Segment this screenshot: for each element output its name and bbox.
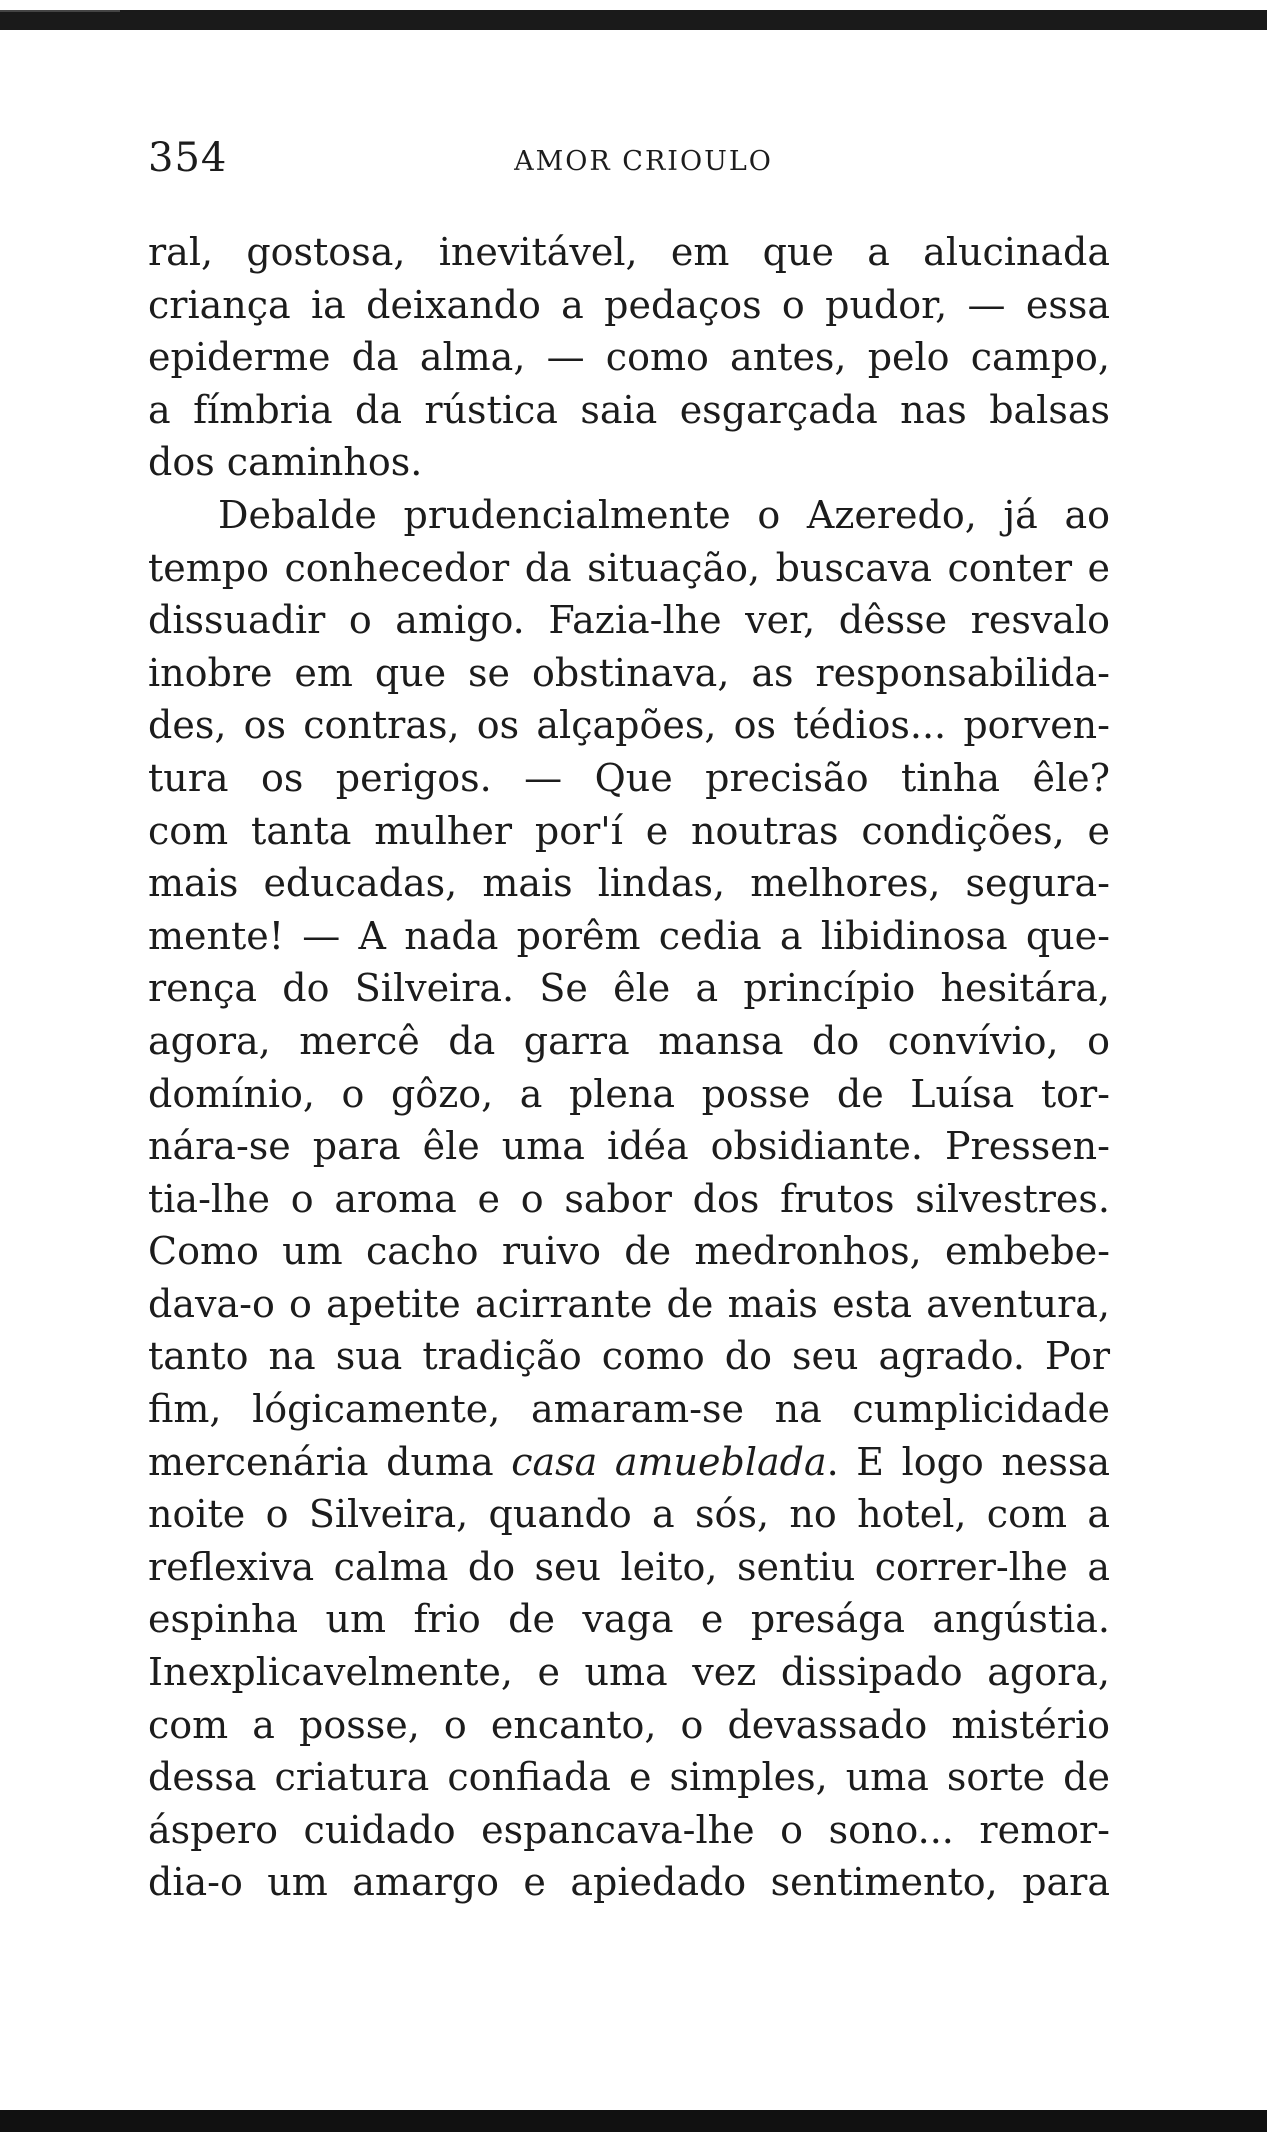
text-line: mais educadas, mais lindas, melhores, segura- (148, 861, 1110, 906)
text-line: epiderme da alma, — como antes, pelo campo, (148, 335, 1110, 380)
text-line: domínio, o gôzo, a plena posse de Luísa tor- (148, 1071, 1110, 1116)
page-number: 354 (148, 135, 228, 181)
text-line: reflexiva calma do seu leito, sentiu correr-lhe a (148, 1544, 1110, 1589)
text-line: nára-se para êle uma idéa obsidiante. Pressen- (148, 1124, 1110, 1169)
italic-phrase: casa amueblada (511, 1439, 827, 1484)
text-line: áspero cuidado espancava-lhe o sono... remor- (148, 1807, 1110, 1852)
text-line: tura os perigos. — Que precisão tinha êle? (148, 755, 1110, 800)
text-line: des, os contras, os alçapões, os tédios... porven- (148, 703, 1110, 748)
text-segment: mercenária duma (148, 1439, 494, 1484)
text-line: dos caminhos. (148, 440, 423, 485)
text-line: dia-o um amargo e apiedado sentimento, para (148, 1860, 1110, 1905)
text-line-with-italic (148, 1436, 1110, 1489)
paragraph-first-line: Debalde prudencialmente o Azeredo, já ao (218, 492, 1110, 537)
bottom-page-rule (0, 2110, 1267, 2132)
text-line: tia-lhe o aroma e o sabor dos frutos silvestres. (148, 1176, 1110, 1221)
text-line: com tanta mulher por'í e noutras condições, e (148, 808, 1110, 853)
text-line: ral, gostosa, inevitável, em que a alucinada (148, 230, 1110, 274)
running-title: AMOR CRIOULO (514, 146, 773, 177)
text-line: a fímbria da rústica saia esgarçada nas balsas (148, 387, 1110, 432)
top-page-rule (0, 10, 1267, 30)
text-line: com a posse, o encanto, o devassado mistério (148, 1702, 1110, 1747)
body-text (148, 226, 1110, 1909)
top-thin-rule (0, 10, 120, 12)
text-line: rença do Silveira. Se êle a princípio hesitára, (148, 966, 1110, 1011)
text-line: mente! — A nada porêm cedia a libidinosa que- (148, 913, 1110, 958)
text-line: dissuadir o amigo. Fazia-lhe ver, dêsse resvalo (148, 598, 1110, 643)
text-line: criança ia deixando a pedaços o pudor, — essa (148, 282, 1110, 327)
text-line: inobre em que se obstinava, as responsabilida- (148, 650, 1110, 695)
text-line: espinha um frio de vaga e presága angústia. (148, 1597, 1110, 1642)
text-segment: . E logo nessa (826, 1439, 1110, 1484)
text-line: dava-o o apetite acirrante de mais esta aventura, (148, 1281, 1110, 1326)
text-line: Como um cacho ruivo de medronhos, embebe- (148, 1229, 1110, 1274)
text-line: tempo conhecedor da situação, buscava conter e (148, 545, 1110, 590)
text-line: tanto na sua tradição como do seu agrado. Por (148, 1334, 1110, 1379)
text-line: agora, mercê da garra mansa do convívio, o (148, 1018, 1110, 1063)
text-line: Inexplicavelmente, e uma vez dissipado agora, (148, 1650, 1110, 1695)
text-line: noite o Silveira, quando a sós, no hotel, com a (148, 1492, 1110, 1537)
text-line: dessa criatura confiada e simples, uma sorte de (148, 1755, 1110, 1800)
text-line: fim, lógicamente, amaram-se na cumplicidade (148, 1387, 1110, 1432)
